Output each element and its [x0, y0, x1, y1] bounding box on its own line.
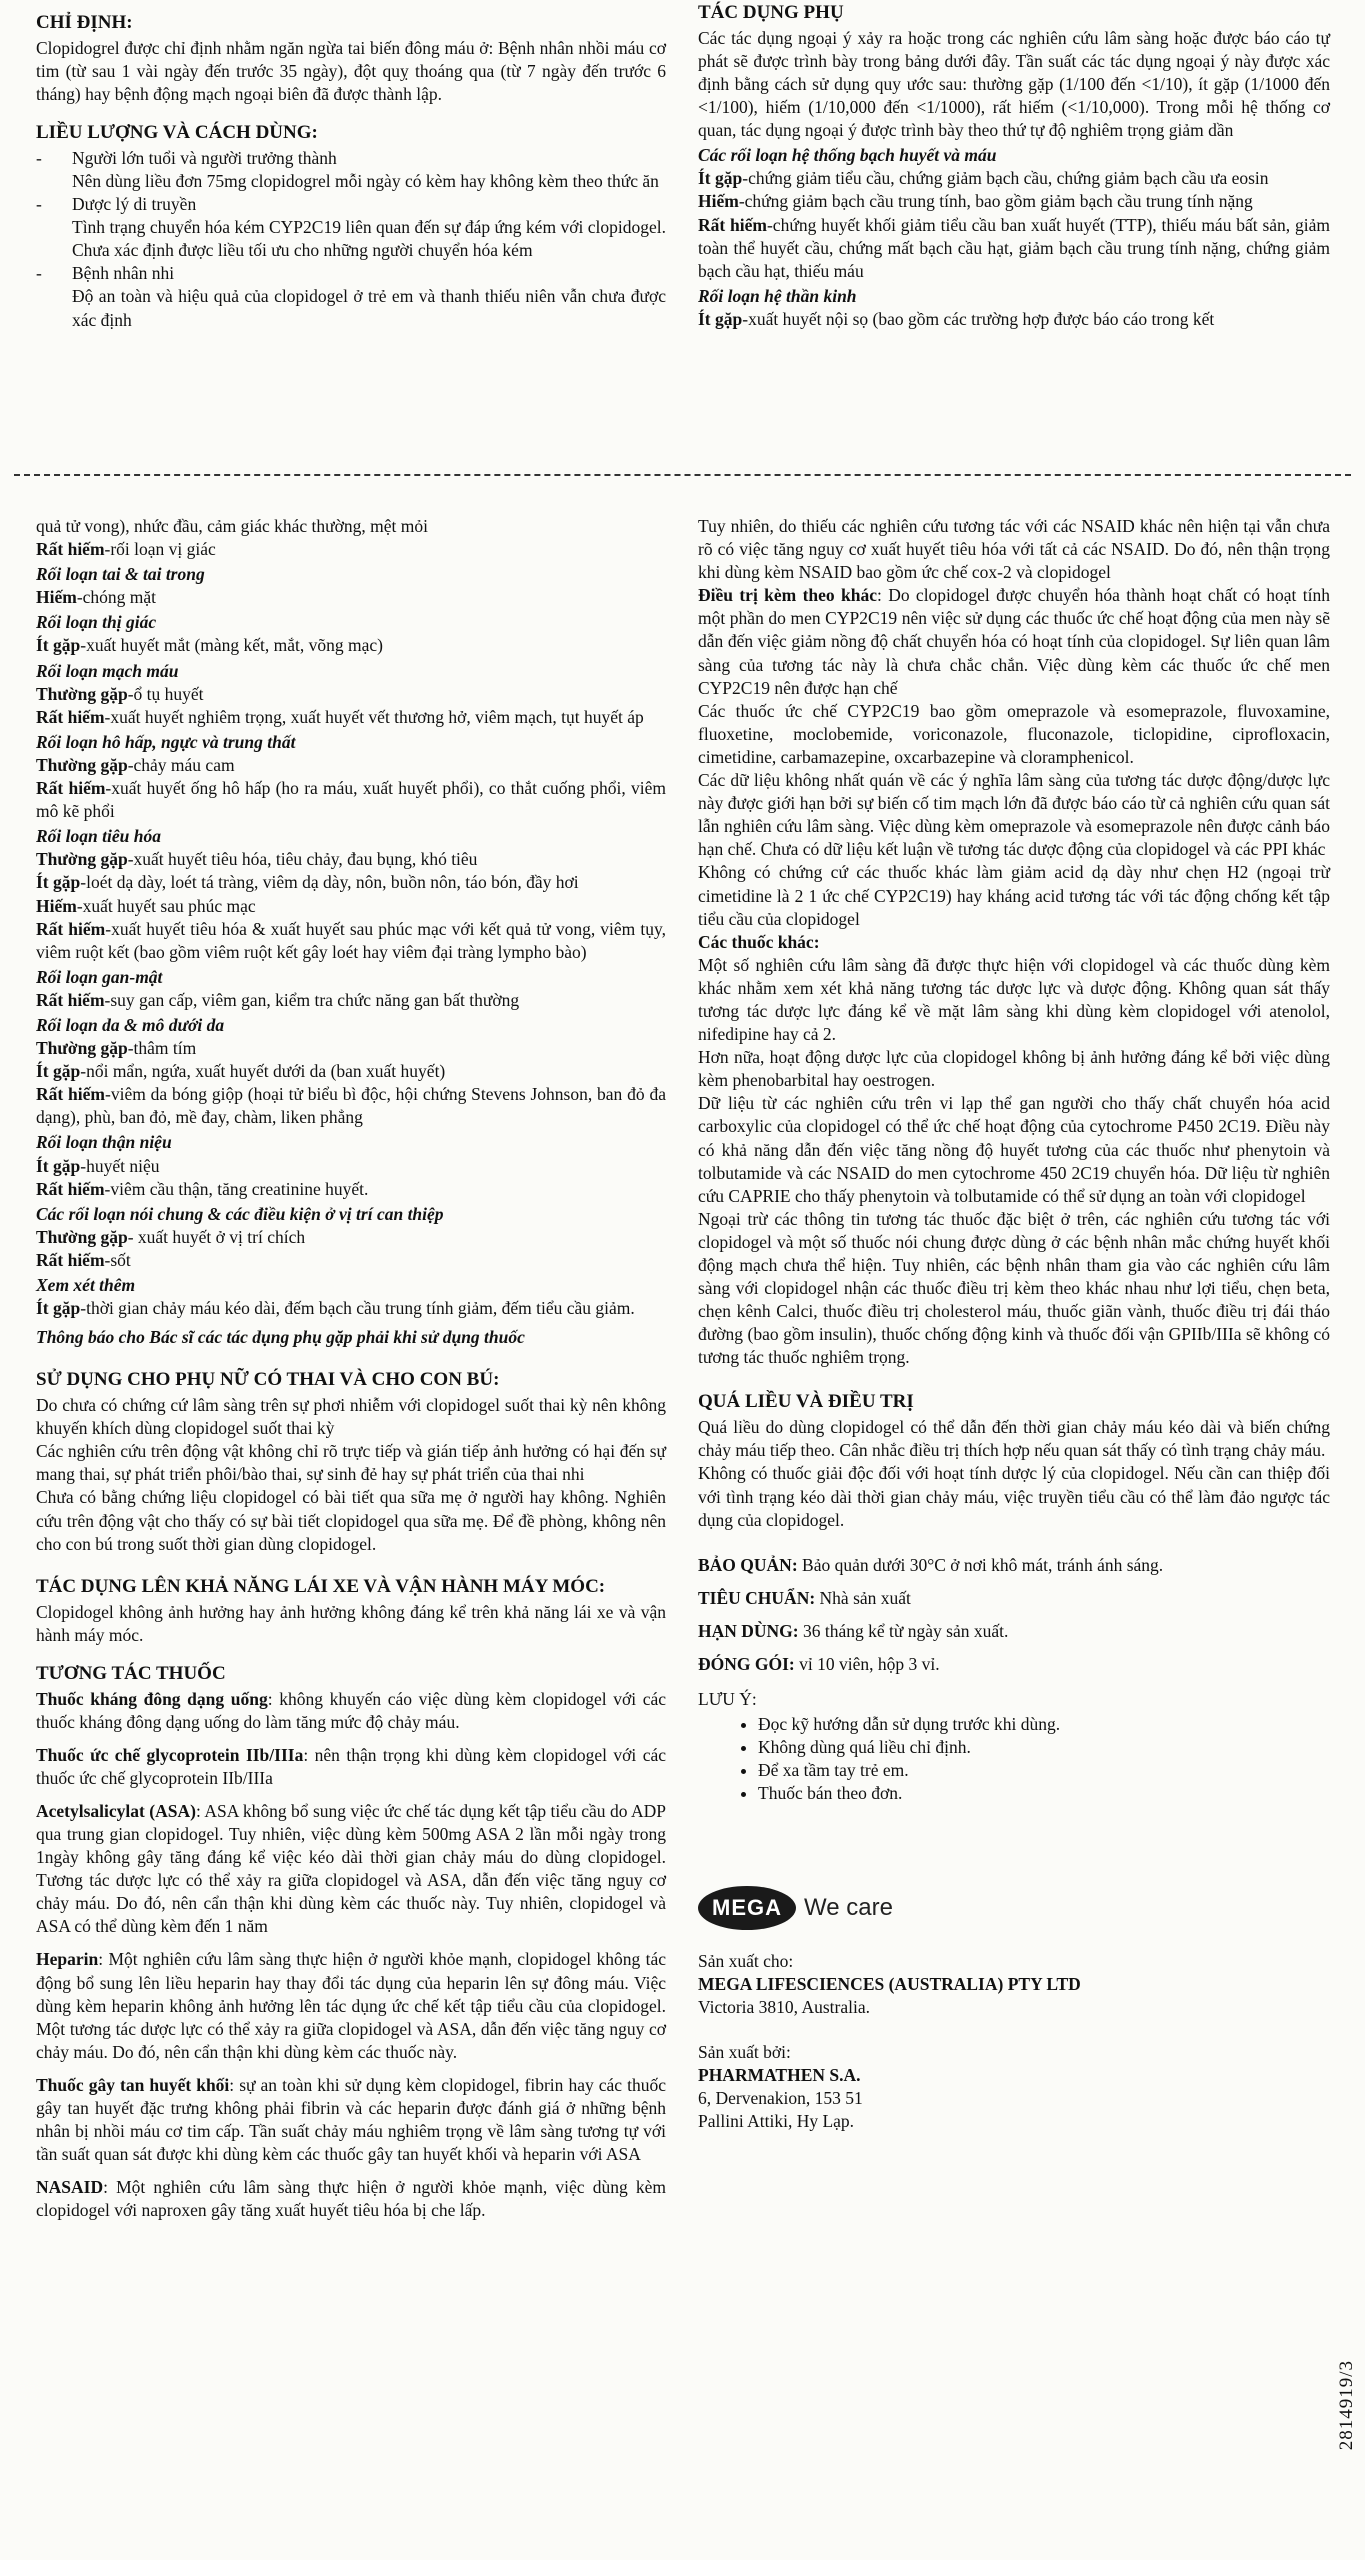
interaction-text: : sự an toàn khi sử dụng kèm clopidogel, fibrin hay các thuốc gây tan huyết đặc trưng không phải fibrin và các heparin được đánh giá ở những bệnh nhân bị nhồi máu cơ tim cấp. Tần suất chảy máu nghiêm trọng về lâm sàng tương tự với tần suất quan sát được khi dùng kèm các thuốc gây tan huyết khối và heparin với ASA	[36, 2074, 667, 2165]
expiry-text: 36 tháng kể từ ngày sản xuất.	[798, 1620, 1009, 1641]
neuro-item-text: -xuất huyết nội sọ (bao gồm các trường hợp được báo cáo trong kết	[742, 308, 1215, 329]
overdose-title: QUÁ LIỀU VÀ ĐIỀU TRỊ	[698, 1391, 914, 1413]
interaction-text: : nên thận trọng khi dùng kèm clopidogel với các thuốc ức chế glycoprotein IIb/IIIa	[36, 1744, 666, 1788]
side-effect-item	[36, 777, 666, 823]
side-effect-item-text: -chảy máu cam	[127, 754, 235, 775]
side-effect-item-text: -chóng mặt	[76, 587, 157, 608]
blood-item-label: Rất hiếm	[698, 214, 767, 235]
pregnancy-title: SỬ DỤNG CHO PHỤ NỮ CÓ THAI VÀ CHO CON BÚ:	[36, 1369, 500, 1391]
side-effect-item	[36, 1155, 666, 1178]
made-for-address: Victoria 3810, Australia.	[698, 1996, 870, 2017]
side-effect-item-text: -sốt	[104, 1249, 131, 1270]
side-effect-item-text: -viêm da bóng giộp (hoại tử biểu bì độc, hội chứng Stevens Johnson, ban đỏ đa dạng), phù, ban đỏ, mề đay, chàm, liken phẳng	[36, 1084, 666, 1128]
side-effect-item-label: Thường gặp	[36, 754, 128, 775]
neuro-item-label: Ít gặp	[698, 308, 743, 329]
pack-label: ĐÓNG GÓI:	[698, 1654, 795, 1675]
dosage-item	[36, 262, 666, 285]
dosage-text: Tình trạng chuyển hóa kém CYP2C19 liên quan đến sự đáp ứng kém với clopidogel. Chưa xác định được liều tối ưu cho những người chuyển hóa kém	[72, 217, 666, 261]
other-drugs-title: Các thuốc khác:	[698, 931, 820, 952]
side-effect-group-title: Rối loạn hô hấp, ngực và trung thất	[36, 731, 296, 752]
side-effect-item-label: Rất hiếm	[36, 1249, 105, 1270]
indications-text: Clopidogrel được chỉ định nhằm ngăn ngừa tai biến đông máu ở: Bệnh nhân nhồi máu cơ tim (từ sau 1 vài ngày đến trước 35 ngày), đột quỵ thoáng qua (từ 7 ngày đến trước 6 tháng) hay bệnh động mạch ngoại biên đã được thành lập.	[36, 37, 666, 104]
logo-tagline: We care	[804, 1893, 893, 1921]
side-effect-group-title: Xem xét thêm	[36, 1275, 136, 1295]
side-effects-title: TÁC DỤNG PHỤ	[698, 2, 844, 23]
side-effect-item	[36, 1226, 666, 1249]
interaction-paragraph	[36, 1744, 666, 1790]
side-effect-item	[36, 871, 666, 894]
other-drugs-paragraph-1: Một số nghiên cứu lâm sàng đã được thực hiện với clopidogel và các thuốc dùng kèm khác nhằm xem xét khả năng tương tác dược lực và dược động. Không quan sát thấy tương tác dược lực đáng kể về mặt lâm sàng khi dùng kèm clopidogel với atenolol, nifedipine hay cả 2.	[698, 954, 1330, 1045]
brand-logo	[698, 1886, 1330, 1930]
interaction-paragraph	[36, 2074, 666, 2166]
side-effect-item-text: -xuất huyết tiêu hóa, tiêu chảy, đau bụng, khó tiêu	[127, 849, 478, 870]
blood-item-label: Ít gặp	[698, 168, 743, 189]
side-effect-group-title: Rối loạn thị giác	[36, 612, 157, 633]
interactions-continued-column	[698, 515, 1330, 2133]
standard-text: Nhà sản xuất	[815, 1587, 911, 1608]
dosage-text: Nên dùng liều đơn 75mg clopidogrel mỗi ngày có kèm hay không kèm theo thức ăn	[72, 170, 659, 191]
side-effect-item	[36, 683, 666, 706]
side-effect-item-text: -xuất huyết ống hô hấp (ho ra máu, xuất huyết phổi), co thắt cuống phổi, viêm mô kẽ phổi	[36, 778, 667, 822]
expiry-label: HẠN DÙNG:	[698, 1620, 799, 1641]
overdose-paragraph-2: Không có thuốc giải độc đối với hoạt tính dược lý của clopidogel. Nếu cần can thiệp đối với tình trạng kéo dài thời gian chảy máu, việc truyền tiểu cầu có thể làm đảo ngược tác dụng của clopidogel.	[698, 1463, 1330, 1530]
interaction-text: : Một nghiên cứu lâm sàng thực hiện ở người khỏe mạnh, clopidogel không tác động bổ sung lên liều heparin hay thay đổi tác dụng của heparin lên sự đông máu. Việc dùng kèm heparin không ảnh hưởng lên tác dụng ức chế kết tập tiểu cầu của clopidogel. Một tương tác dược lực có thể xảy ra giữa clopidogel và ASA, dẫn đến việc tăng nguy cơ chảy máu. Do đó, nên cẩn thận khi dùng kèm các thuốc này.	[36, 1949, 666, 2062]
side-effect-item-label: Thường gặp	[36, 1038, 128, 1059]
pack-line	[698, 1653, 1330, 1676]
made-for-label: Sản xuất cho:	[698, 1950, 794, 1971]
side-effect-item	[36, 706, 666, 729]
dosage-heading: Người lớn tuổi và người trưởng thành	[72, 147, 337, 168]
side-effect-group-title: Rối loạn mạch máu	[36, 660, 179, 681]
pregnancy-paragraph: Chưa có bằng chứng liệu clopidogel có bài tiết qua sữa mẹ ở người hay không. Nghiên cứu trên động vật cho thấy có sự bài tiết clopidogel qua sữa mẹ. Để đề phòng, không nên cho con bú trong suốt thời gian dùng clopidogel.	[36, 1487, 666, 1554]
report-notice: Thông báo cho Bác sĩ các tác dụng phụ gặp phải khi sử dụng thuốc	[36, 1327, 525, 1348]
interaction-text: : ASA không bổ sung việc ức chế tác dụng kết tập tiểu cầu do ADP qua trung gian clopidogel. Tuy nhiên, việc dùng kèm 500mg ASA 2 lần mỗi ngày trong 1ngày không gây tăng đáng kể việc kéo dài thời gian chảy máu do dùng clopidogel. Tương tác dược lực có thể xảy ra giữa clopidogel và ASA, dẫn đến việc tăng nguy cơ chảy máu. Do đó, nên cẩn thận khi dùng kèm các thuốc này. Tuy nhiên, clopidogel và ASA có thể dùng kèm đến 1 năm	[36, 1800, 666, 1937]
continuation-item-text: -rối loạn vị giác	[104, 539, 216, 560]
other-drugs-paragraph-4: Ngoại trừ các thông tin tương tác thuốc đặc biệt ở trên, các nghiên cứu tương tác với clopidogel và một số thuốc nói chung được dùng ở các bệnh nhân mắc chứng huyết khối động mạch chưa thể hiện. Tuy nhiên, các bệnh nhân tham gia vào các nghiên cứu lâm sàng với clopidogel nhận các thuốc điều trị kèm theo khác nhau như lợi tiểu, chẹn beta, chẹn kênh Calci, thuốc điều trị cholesterol máu, thuốc giãn vành, thuốc điều trị đái tháo đường (bao gồm insulin), thuốc chống động kinh và thuốc đối vận GPIIb/IIIa sẽ không có tương tác thuốc nghiêm trọng.	[698, 1208, 1330, 1368]
side-effect-item	[36, 634, 666, 657]
interactions-title: TƯƠNG TÁC THUỐC	[36, 1662, 226, 1684]
side-effect-item-label: Ít gặp	[36, 1155, 81, 1176]
side-effect-item-text: -thâm tím	[127, 1038, 197, 1059]
blood-item-text: -chứng giảm bạch cầu trung tính, bao gồm giảm bạch cầu trung tính nặng	[738, 191, 1253, 212]
driving-title: TÁC DỤNG LÊN KHẢ NĂNG LÁI XE VÀ VẬN HÀNH MÁY MÓC:	[36, 1575, 606, 1597]
side-effect-item-label: Rất hiếm	[36, 1178, 105, 1199]
interaction-label: Thuốc gây tan huyết khối	[36, 2074, 230, 2095]
side-effect-item-text: -nổi mẩn, ngứa, xuất huyết dưới da (ban xuất huyết)	[80, 1061, 446, 1082]
blood-item-text: -chứng giảm tiểu cầu, chứng giảm bạch cầu, chứng giảm bạch cầu ưa eosin	[742, 168, 1269, 189]
side-effect-item-label: Thường gặp	[36, 683, 128, 704]
note-item: • Thuốc bán theo đơn.	[758, 1782, 1330, 1805]
interaction-paragraph	[36, 2176, 666, 2222]
storage-text: Bảo quản dưới 30°C ở nơi khô mát, tránh ánh sáng.	[797, 1554, 1164, 1575]
side-effect-item	[36, 1083, 666, 1129]
continuation-item	[36, 538, 666, 561]
neuro-disorders-list	[698, 308, 1330, 331]
pack-text: vỉ 10 viên, hộp 3 vỉ.	[794, 1654, 940, 1675]
side-effect-item	[36, 586, 666, 609]
side-effect-group-title: Các rối loạn nói chung & các điều kiện ở vị trí can thiệp	[36, 1203, 444, 1224]
note-item: • Không dùng quá liều chỉ định.	[758, 1736, 1330, 1759]
side-effect-item	[36, 1060, 666, 1083]
made-by-address-1: 6, Dervenakion, 153 51	[698, 2088, 863, 2109]
side-effect-item-text: - xuất huyết ở vị trí chích	[127, 1226, 306, 1247]
expiry-line	[698, 1620, 1330, 1643]
cut-line-divider	[14, 474, 1351, 476]
made-by-company: PHARMATHEN S.A.	[698, 2064, 861, 2085]
made-for-company: MEGA LIFESCIENCES (AUSTRALIA) PTY LTD	[698, 1973, 1081, 1994]
storage-label: BẢO QUẢN:	[698, 1554, 798, 1575]
interaction-label: NASAID	[36, 2177, 104, 2198]
side-effect-item-text: -xuất huyết mắt (màng kết, mắt, võng mạc)	[80, 635, 384, 656]
side-effect-item	[36, 1249, 666, 1272]
side-effect-group-title: Rối loạn tiêu hóa	[36, 826, 161, 847]
side-effect-item	[36, 848, 666, 871]
dosage-item	[36, 147, 666, 170]
interaction-label: Acetylsalicylat (ASA)	[36, 1800, 196, 1821]
side-effect-item-text: -xuất huyết sau phúc mạc	[76, 895, 256, 916]
interaction-label: Heparin	[36, 1949, 99, 1970]
storage-line	[698, 1554, 1330, 1577]
notes-title: LƯU Ý:	[698, 1689, 757, 1710]
driving-text: Clopidogel không ảnh hưởng hay ảnh hưởng không đáng kể trên khả năng lái xe và vận hành máy móc.	[36, 1601, 666, 1645]
side-effect-group-title: Rối loạn gan-mật	[36, 966, 163, 987]
side-effects-continued-column	[36, 515, 666, 2232]
dosage-dash: -	[36, 147, 42, 168]
side-effect-item	[36, 754, 666, 777]
side-effect-item-text: -xuất huyết nghiêm trọng, xuất huyết vết thương hở, viêm mạch, tụt huyết áp	[104, 706, 644, 727]
side-effect-item-label: Hiếm	[36, 895, 77, 916]
side-effect-item	[36, 895, 666, 918]
side-effect-item-label: Rất hiếm	[36, 706, 105, 727]
pregnancy-paragraph: Các nghiên cứu trên động vật không chỉ rõ trực tiếp và gián tiếp ảnh hưởng có hại đến sự mang thai, sự phát triển phôi/bào thai, sự sinh đẻ hay sự phát triển của thai nhi	[36, 1441, 666, 1485]
notes-list	[698, 1713, 1330, 1805]
side-effect-item-label: Rất hiếm	[36, 989, 105, 1010]
dosage-list	[36, 147, 666, 332]
blood-item	[698, 214, 1330, 283]
side-effect-item-label: Ít gặp	[36, 872, 81, 893]
indications-dosage-column	[36, 12, 666, 332]
dosage-dash: -	[36, 263, 42, 284]
blood-item-label: Hiếm	[698, 191, 739, 212]
made-by-label: Sản xuất bởi:	[698, 2041, 791, 2062]
pregnancy-paragraphs	[36, 1394, 666, 1556]
neuro-item	[698, 308, 1330, 331]
other-drugs-paragraph-3: Dữ liệu từ các nghiên cứu trên vi lạp thể gan người cho thấy chất chuyển hóa acid carboxylic của clopidogel có thể ức chế hoạt động của cytochrome P450 2C19. Điều này có khả năng dẫn đến việc tăng nồng độ huyết tương của các thuốc như phenytoin và tolbutamide và các NSAID do men cytochrome 450 2C19 chuyển hóa. Dữ liệu từ nghiên cứu CAPRIE cho thấy phenytoin và tolbutamide có thể sử dụng an toàn với clopidogel	[698, 1093, 1330, 1206]
blood-item	[698, 190, 1330, 213]
other-treatment-paragraph	[698, 584, 1330, 699]
interaction-paragraph	[36, 1688, 666, 1734]
side-effect-item-text: -thời gian chảy máu kéo dài, đếm bạch cầu trung tính giảm, đếm tiểu cầu giảm.	[80, 1298, 635, 1319]
nsaid-paragraph: Tuy nhiên, do thiếu các nghiên cứu tương tác với các NSAID khác nên hiện tại vẫn chưa rõ có việc tăng nguy cơ xuất huyết tiêu hóa với tất cả các NSAID. Do đó, nên thận trọng khi dùng kèm NSAID bao gồm ức chế cox-2 và clopidogel	[698, 516, 1330, 583]
made-by-address-2: Pallini Attiki, Hy Lạp.	[698, 2111, 855, 2132]
side-effect-group-title: Rối loạn tai & tai trong	[36, 564, 205, 585]
continuation-list	[36, 538, 666, 561]
side-effects-column	[698, 2, 1330, 331]
blood-disorders-title: Các rối loạn hệ thống bạch huyết và máu	[698, 145, 997, 166]
dosage-text: Độ an toàn và hiệu quả của clopidogel ở trẻ em và thanh thiếu niên vẫn chưa được xác định	[72, 286, 666, 330]
side-effect-item-label: Rất hiếm	[36, 1084, 105, 1105]
interaction-text: : Một nghiên cứu lâm sàng thực hiện ở người khỏe mạnh, việc dùng kèm clopidogel với naproxen gây tăng xuất huyết tiêu hóa bị che lấp.	[36, 2177, 666, 2221]
interaction-text: : không khuyến cáo việc dùng kèm clopidogel với các thuốc kháng đông dạng uống do làm tăng mức độ chảy máu.	[36, 1688, 666, 1732]
side-effect-item-label: Rất hiếm	[36, 778, 106, 799]
dosage-heading: Bệnh nhân nhi	[72, 263, 175, 284]
side-effect-item-text: -suy gan cấp, viêm gan, kiểm tra chức năng gan bất thường	[104, 989, 520, 1010]
note-item: • Đọc kỹ hướng dẫn sử dụng trước khi dùng.	[758, 1713, 1330, 1736]
side-effect-item-label: Ít gặp	[36, 1061, 81, 1082]
side-effect-group-title: Rối loạn thận niệu	[36, 1132, 172, 1153]
document-code: 2814919/3	[1335, 2360, 1357, 2451]
side-effect-item	[36, 918, 666, 964]
other-drugs-paragraph-2: Hơn nữa, hoạt động dược lực của clopidogel không bị ảnh hưởng đáng kể bởi việc dùng kèm phenobarbital hay oestrogen.	[698, 1047, 1330, 1091]
neuro-disorders-title: Rối loạn hệ thần kinh	[698, 285, 857, 306]
other-treatment-label: Điều trị kèm theo khác	[698, 585, 877, 606]
dosage-dash: -	[36, 194, 42, 215]
other-treatment-text: : Do clopidogel được chuyển hóa thành hoạt chất có hoạt tính một phần do men CYP2C19 nên việc sử dụng các thuốc ức chế hoạt động của men này sẽ dẫn đến việc giảm nồng độ chất chuyển hóa có hoạt tính của clopidogel. Sự liên quan lâm sàng của tương tác này là chưa chắc chắn. Việc dùng kèm các thuốc ức chế men CYP2C19 nên được hạn chế	[698, 585, 1330, 698]
interaction-label: Thuốc kháng đông dạng uống	[36, 1688, 268, 1709]
ppi-paragraph: Các dữ liệu không nhất quán về các ý nghĩa lâm sàng của tương tác dược động/dược lực này được giới hạn bởi sự biến cố tim mạch lớn đã được báo cáo từ cả nghiên cứu quan sát lẫn nghiên cứu lâm sàng. Việc dùng kèm omeprazole và esomeprazole nên được cảnh báo hạn chế. Chưa có dữ liệu kết luận về tương tác dược động của clopidogel và các PPI khác	[698, 770, 1330, 860]
mega-logo-icon: MEGA	[698, 1886, 796, 1930]
continuation-item-label: Rất hiếm	[36, 539, 105, 560]
dosage-heading: Dược lý di truyền	[72, 194, 197, 215]
blood-disorders-list	[698, 167, 1330, 282]
interaction-paragraph	[36, 1948, 666, 2063]
side-effect-item-label: Ít gặp	[36, 1298, 81, 1319]
interaction-label: Thuốc ức chế glycoprotein IIb/IIIa	[36, 1744, 304, 1765]
pregnancy-paragraph: Do chưa có chứng cứ lâm sàng trên sự phơi nhiễm với clopidogel suốt thai kỳ nên không khuyến khích dùng clopidogel suốt thai kỳ	[36, 1395, 666, 1439]
side-effect-item-text: -viêm cầu thận, tăng creatinine huyết.	[104, 1178, 369, 1199]
side-effect-item-label: Ít gặp	[36, 635, 81, 656]
side-effect-item-text: -ổ tụ huyết	[127, 683, 204, 704]
note-item: • Để xa tầm tay trẻ em.	[758, 1759, 1330, 1782]
h2-paragraph: Không có chứng cứ các thuốc khác làm giảm acid dạ dày như chẹn H2 (ngoại trừ cimetidine là 2 1 ức chế CYP2C19) hay kháng acid tương tác với tác động chống kết tập tiểu cầu của clopidogel	[698, 862, 1330, 929]
side-effect-item-label: Rất hiếm	[36, 918, 106, 939]
side-effect-item	[36, 989, 666, 1012]
side-effect-item-label: Thường gặp	[36, 1226, 128, 1247]
dosage-title: LIỀU LƯỢNG VÀ CÁCH DÙNG:	[36, 122, 318, 144]
side-effect-group-title: Rối loạn da & mô dưới da	[36, 1014, 225, 1035]
dosage-item	[36, 193, 666, 216]
side-effect-item	[36, 1178, 666, 1201]
side-effects-intro: Các tác dụng ngoại ý xảy ra hoặc trong các nghiên cứu lâm sàng hoặc được báo cáo tự phát sẽ được trình bày trong bảng dưới đây. Tần suất các tác dụng ngoại ý này được xác định bằng cách sử dụng quy ước sau: thường gặp (1/100 đến <1/10), ít gặp (1/1000 đến <1/100), hiếm (1/10,000 đến <1/1000), rất hiếm (<1/10,000). Trong mỗi hệ thống cơ quan, tác dụng ngoại ý được trình bày theo thứ tự độ nghiêm trọng giảm dần	[698, 27, 1330, 141]
side-effect-item	[36, 1297, 666, 1320]
overdose-paragraph-1: Quá liều do dùng clopidogel có thể dẫn đến thời gian chảy máu kéo dài và biến chứng chảy máu tiếp theo. Cân nhắc điều trị thích hợp nếu quan sát thấy có tình trạng chảy máu.	[698, 1417, 1330, 1461]
side-effect-item-text: -xuất huyết tiêu hóa & xuất huyết sau phúc mạc với kết quả tử vong, viêm tụy, viêm ruột kết (bao gồm viêm ruột kết gây loét hay viêm đại tràng lympho bào)	[36, 918, 666, 962]
side-effect-item-label: Hiếm	[36, 587, 77, 608]
side-effect-groups	[36, 563, 666, 1320]
cyp2c19-inhibitors-paragraph: Các thuốc ức chế CYP2C19 bao gồm omeprazole và esomeprazole, fluvoxamine, fluoxetine, moclobemide, voriconazole, fluconazole, ticlopidine, ciprofloxacin, cimetidine, carbamazepine, oxcarbazepine và cloramphenicol.	[698, 700, 1330, 767]
standard-label: TIÊU CHUẨN:	[698, 1587, 816, 1608]
continuation-text: quả tử vong), nhức đầu, cảm giác khác thường, mệt mỏi	[36, 516, 428, 536]
side-effect-item-label: Thường gặp	[36, 849, 128, 870]
side-effect-item-text: -loét dạ dày, loét tá tràng, viêm dạ dày, nôn, buồn nôn, táo bón, đầy hơi	[80, 872, 579, 893]
side-effect-item-text: -huyết niệu	[80, 1155, 160, 1176]
standard-line	[698, 1587, 1330, 1610]
indications-title: CHỈ ĐỊNH:	[36, 12, 133, 33]
side-effect-item	[36, 1037, 666, 1060]
blood-item-text: -chứng huyết khối giảm tiểu cầu ban xuất huyết (TTP), thiếu máu bất sản, giảm toàn thể huyết cầu, chứng mất bạch cầu hạt, giảm bạch cầu trung tính nặng, chứng giảm bạch cầu hạt, thiếu máu	[698, 214, 1331, 281]
interaction-paragraphs	[36, 1688, 666, 2223]
interaction-paragraph	[36, 1800, 666, 1939]
blood-item	[698, 167, 1330, 190]
